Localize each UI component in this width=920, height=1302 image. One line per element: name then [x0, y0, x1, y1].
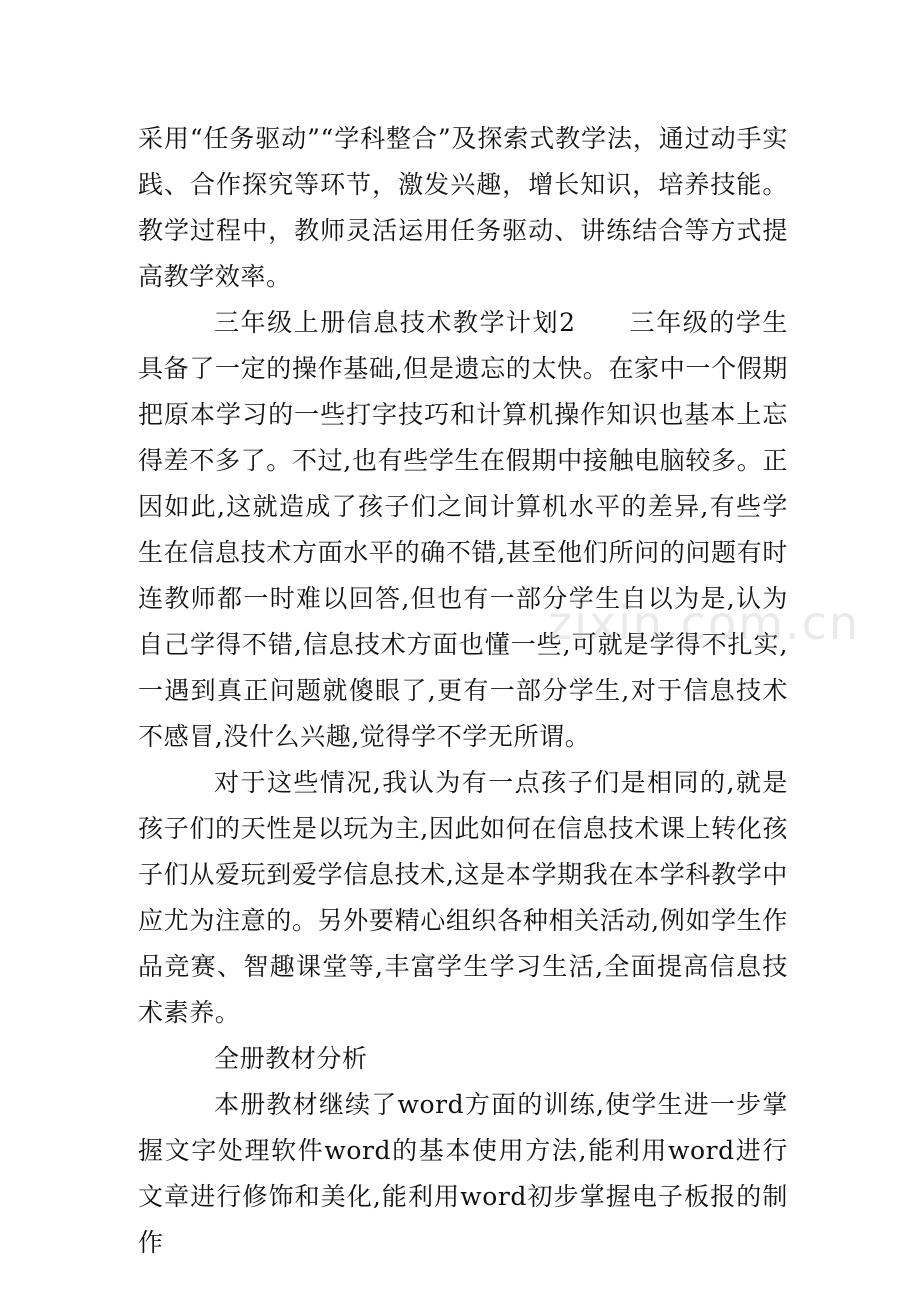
- section-heading-textbook-analysis: 全册教材分析: [214, 1044, 368, 1073]
- paragraph-textbook-analysis: 本册教材继续了word方面的训练,使学生进一步掌握文字处理软件word的基本使用方法,能利用word进行文章进行修饰和美化,能利用word初步掌握电子板报的制作: [138, 1090, 788, 1257]
- paragraph-plan-2-intro: 三年级上册信息技术教学计划2 三年级的学生具备了一定的操作基础,但是遗忘的太快。在家中一个假期把原本学习的一些打字技巧和计算机操作知识也基本上忘得差不多了。不过,也有些学生在假期中接触电脑较多。正因如此,这就造成了孩子们之间计算机水平的差异,有些学生在信息技术方面水平的确不错,甚至他们所问的问题有时连教师都一时难以回答,但也有一部分学生自以为是,认为自己学得不错,信息技术方面也懂一些,可就是学得不扎实,一遇到真正问题就傻眼了,更有一部分学生,对于信息技术不感冒,没什么兴趣,觉得学不学无所谓。: [138, 308, 788, 751]
- document-body: [138, 116, 788, 1266]
- watermark: zixin.com.cn: [548, 596, 861, 650]
- paragraph-teaching-methods: 采用“任务驱动”“学科整合”及探索式教学法，通过动手实践、合作探究等环节，激发兴趣，增长知识，培养技能。教学过程中，教师灵活运用任务驱动、讲练结合等方式提高教学效率。: [138, 124, 788, 291]
- paragraph-student-nature: 对于这些情况,我认为有一点孩子们是相同的,就是孩子们的天性是以玩为主,因此如何在信息技术课上转化孩子们从爱玩到爱学信息技术,这是本学期我在本学科教学中应尤为注意的。另外要精心组织各种相关活动,例如学生作品竞赛、智趣课堂等,丰富学生学习生活,全面提高信息技术素养。: [138, 768, 788, 1027]
